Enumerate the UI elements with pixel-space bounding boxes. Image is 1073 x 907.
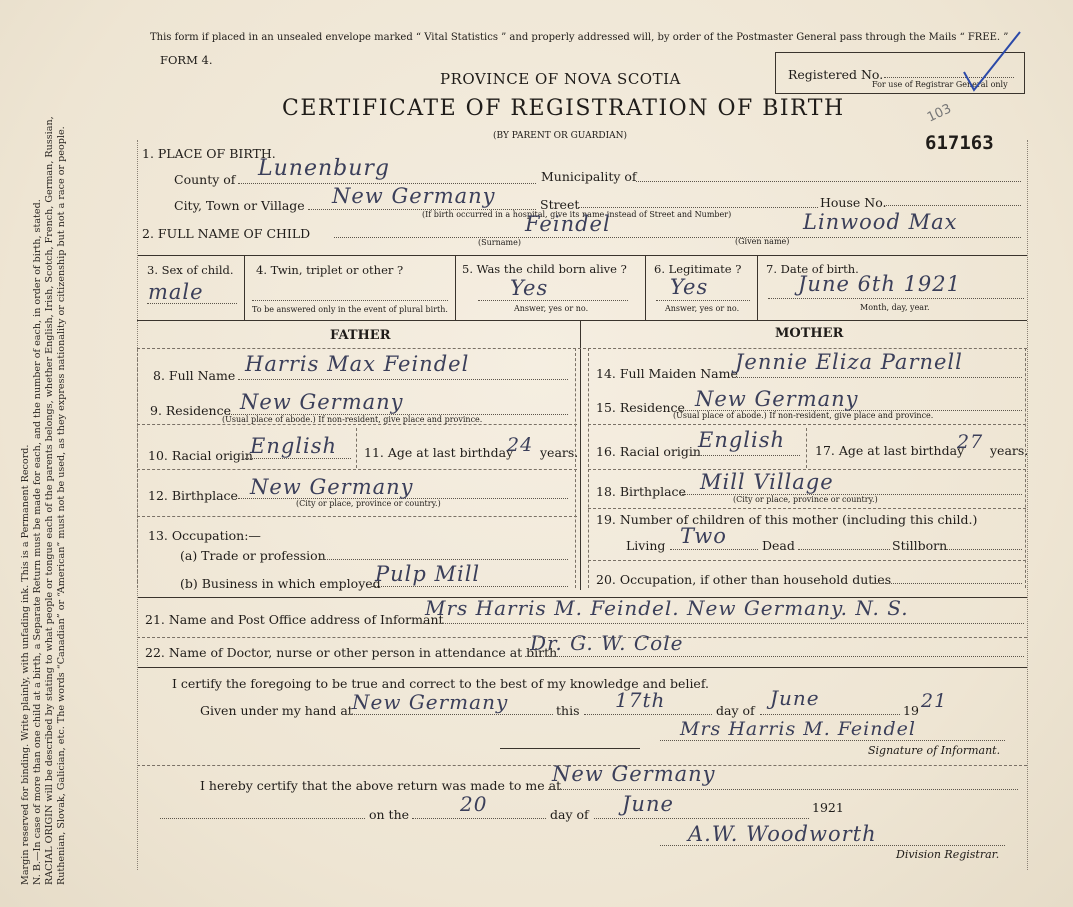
father-age-label: 11. Age at last birthday: [364, 445, 514, 460]
reg-year-value: 1921: [812, 800, 844, 815]
row3-divider-3: [645, 255, 646, 320]
legitimate-line: [656, 300, 750, 301]
doctor-label: 22. Name of Doctor, nurse or other person in attendance at birth: [145, 645, 558, 660]
father-dash-3: [137, 516, 577, 517]
day-of-label: day of: [716, 703, 755, 718]
certificate-title: CERTIFICATE OF REGISTRATION OF BIRTH: [282, 96, 845, 121]
hospital-note: (If birth occurred in a hospital, give its name instead of Street and Number): [422, 210, 732, 219]
mother-residence-label: 15. Residence: [596, 400, 685, 415]
mother-residence-note: (Usual place of abode.) If non-resident, give place and province.: [673, 411, 934, 420]
reg-month-value: June: [622, 792, 674, 816]
form-number: FORM 4.: [160, 53, 213, 67]
registered-label: Registered No.: [788, 67, 884, 82]
municipality-line: [636, 181, 1021, 182]
on-the-lead-line: [160, 818, 365, 819]
mother-birthplace-value: Mill Village: [700, 470, 834, 494]
side-note-3: RACIAL ORIGIN will be described by stating to what people or tongue each of the parents belongs, whether English, Irish, Scotch, French, German, Russian,: [44, 116, 55, 885]
parents-center-divider: [580, 320, 581, 590]
row3-divider-1: [244, 255, 245, 320]
legitimate-value: Yes: [670, 275, 709, 299]
father-age-divider: [356, 428, 357, 468]
mother-dash-4: [588, 560, 1026, 561]
date-value: June 6th 1921: [798, 272, 962, 296]
mother-occupation-label: 20. Occupation, if other than household duties: [596, 572, 892, 587]
father-name-line: [238, 379, 568, 380]
house-line: [884, 205, 1021, 206]
registrar-signature-line: [660, 845, 1005, 846]
signature-informant-label: Signature of Informant.: [868, 744, 1001, 757]
month-line: [760, 714, 900, 715]
serial-number: 617163: [925, 132, 994, 154]
registrar-place-line: [548, 789, 1018, 790]
mother-stillborn-line: [946, 549, 1022, 550]
father-age-value: 24: [507, 434, 534, 456]
mother-racial-line: [692, 455, 800, 456]
side-notes: [20, 25, 68, 885]
side-note-4: Ruthenian, Slovak, Galician, etc. The words “Canadian” or “American” must not be used, as they express nationality or citizenship but not a race or people.: [56, 126, 67, 885]
sex-value: male: [148, 280, 204, 304]
child-name-line: [334, 237, 1021, 238]
mother-birthplace-label: 18. Birthplace: [596, 484, 686, 499]
child-given-name: Linwood Max: [803, 210, 958, 234]
row3-top-rule: [137, 255, 1027, 256]
father-name-label: 8. Full Name: [153, 368, 236, 383]
informant-signature-line: [660, 740, 1005, 741]
month-value: June: [770, 686, 820, 710]
row3-divider-4: [757, 255, 758, 320]
city-label: City, Town or Village: [174, 198, 305, 213]
father-dash-2: [137, 469, 577, 470]
county-value: Lunenburg: [258, 156, 390, 181]
father-name-value: Harris Max Feindel: [245, 352, 470, 376]
mother-racial-value: English: [698, 428, 786, 452]
reg-month-line: [594, 818, 809, 819]
mother-living-label: Living: [626, 538, 666, 553]
mother-stillborn-label: Stillborn: [892, 538, 948, 553]
mother-residence-value: New Germany: [695, 387, 859, 411]
province-heading: PROVINCE OF NOVA SCOTIA: [440, 70, 681, 88]
parents-inner-dash-1: [575, 348, 576, 588]
registrar-place-value: New Germany: [552, 762, 716, 786]
reg-day-of-label: day of: [550, 807, 589, 822]
parents-inner-dash-2: [588, 348, 589, 588]
father-racial-value: English: [250, 434, 338, 458]
father-trade-label: (a) Trade or profession: [180, 548, 326, 563]
place-of-birth-label: 1. PLACE OF BIRTH.: [142, 146, 276, 161]
parents-head-dash: [137, 348, 1027, 349]
father-birthplace-value: New Germany: [250, 475, 414, 499]
father-birthplace-label: 12. Birthplace: [148, 488, 238, 503]
father-residence-label: 9. Residence: [150, 403, 231, 418]
doctor-value: Dr. G. W. Cole: [530, 631, 684, 655]
row3-divider-2: [455, 255, 456, 320]
street-line: [578, 207, 818, 208]
informant-label: 21. Name and Post Office address of Informant: [145, 612, 444, 627]
father-business-value: Pulp Mill: [375, 562, 481, 586]
signature-rule: [500, 748, 640, 749]
given-under-label: Given under my hand at: [200, 703, 353, 718]
mother-age-divider: [806, 428, 807, 468]
twin-note: To be answered only in the event of plural birth.: [252, 305, 448, 314]
father-residence-value: New Germany: [240, 390, 404, 414]
mother-dead-line: [798, 549, 890, 550]
certificate-subtitle: (BY PARENT OR GUARDIAN): [493, 131, 628, 141]
side-note-2: N. B.—In case of more than one child at a birth, a Separate Return must be made for each, and the number of each, in order of birth, stated.: [32, 199, 43, 885]
alive-value: Yes: [510, 276, 549, 300]
municipality-label: Municipality of: [541, 169, 637, 184]
mother-dead-label: Dead: [762, 538, 795, 553]
mother-name-line: [732, 377, 1022, 378]
father-birthplace-note: (City or place, province or country.): [296, 499, 441, 508]
father-occupation-label: 13. Occupation:—: [148, 528, 261, 543]
blue-check-mark: [960, 28, 1024, 94]
this-label: this: [556, 703, 580, 718]
surname-caption: (Surname): [478, 238, 521, 247]
mother-years-label: years.: [990, 443, 1029, 458]
day-value: 17th: [615, 688, 666, 712]
informant-line: [420, 623, 1024, 624]
row3-bottom-rule: [137, 320, 1027, 321]
mother-birthplace-note: (City or place, province or country.): [733, 495, 878, 504]
given-place-value: New Germany: [352, 690, 509, 714]
registrar-signature: A.W. Woodworth: [688, 822, 877, 846]
father-years-label: years.: [540, 445, 579, 460]
mother-heading: MOTHER: [775, 326, 844, 341]
mother-dash-3: [588, 508, 1026, 509]
date-note: Month, day, year.: [860, 303, 930, 312]
given-caption: (Given name): [735, 237, 790, 246]
informant-value: Mrs Harris M. Feindel. New Germany. N. S.: [425, 596, 909, 620]
day-line: [584, 714, 712, 715]
mother-name-value: Jennie Eliza Parnell: [735, 350, 963, 374]
mother-dash-1: [588, 424, 1026, 425]
alive-line: [478, 300, 628, 301]
twin-line: [252, 300, 448, 301]
doctor-line: [525, 656, 1024, 657]
twin-label: 4. Twin, triplet or other ?: [256, 263, 404, 277]
reg-day-line: [412, 818, 546, 819]
father-racial-label: 10. Racial origin: [148, 448, 253, 463]
child-surname: Feindel: [525, 212, 611, 236]
parents-right-dash: [1025, 348, 1026, 588]
registered-note: For use of Registrar General only: [872, 80, 1008, 89]
county-label: County of: [174, 172, 236, 187]
year-prefix: 19: [903, 703, 919, 718]
legitimate-label: 6. Legitimate ?: [654, 262, 742, 276]
mother-racial-label: 16. Racial origin: [596, 444, 701, 459]
father-business-label: (b) Business in which employed: [180, 576, 381, 591]
given-place-line: [348, 714, 553, 715]
postage-notice: This form if placed in an unsealed envelope marked “ Vital Statistics ” and properly addressed will, by order of the Postmaster General pass through the Mails “ FREE. ”: [150, 32, 1009, 43]
mother-occupation-line: [872, 583, 1022, 584]
side-note-1: Margin reserved for binding. Write plainly, with unfading ink. This is a Permanent Record.: [20, 444, 31, 885]
alive-label: 5. Was the child born alive ?: [462, 262, 627, 276]
city-value: New Germany: [332, 184, 496, 208]
informant-signature: Mrs Harris M. Feindel: [680, 718, 916, 740]
alive-note: Answer, yes or no.: [514, 304, 589, 313]
street-label: Street: [540, 197, 580, 212]
house-label: House No.: [820, 195, 887, 210]
year-value: 21: [921, 690, 948, 712]
mother-name-label: 14. Full Maiden Name: [596, 366, 738, 381]
date-label: 7. Date of birth.: [766, 262, 859, 276]
legitimate-note: Answer, yes or no.: [665, 304, 740, 313]
father-dash-1: [137, 424, 577, 425]
father-racial-line: [245, 458, 351, 459]
outer-right-dots: [1027, 140, 1028, 870]
sex-label: 3. Sex of child.: [147, 263, 234, 277]
doctor-bottom-rule: [137, 667, 1027, 668]
outer-left-dots: [137, 140, 138, 870]
reg-day-value: 20: [460, 792, 488, 816]
on-the-label: on the: [369, 807, 410, 822]
mother-age-value: 27: [957, 431, 984, 453]
father-heading: FATHER: [330, 328, 391, 343]
father-residence-note: (Usual place of abode.) If non-resident, give place and province.: [222, 415, 483, 424]
mother-living-value: Two: [680, 524, 727, 548]
registrar-text: I hereby certify that the above return was made to me at: [200, 778, 562, 793]
father-trade-line: [320, 559, 568, 560]
father-business-line: [372, 586, 568, 587]
child-name-label: 2. FULL NAME OF CHILD: [142, 226, 311, 241]
mother-living-line: [670, 549, 758, 550]
mother-age-label: 17. Age at last birthday: [815, 443, 965, 458]
certify-text: I certify the foregoing to be true and correct to the best of my knowledge and belief.: [172, 676, 709, 691]
division-registrar-label: Division Registrar.: [896, 848, 1000, 861]
date-line: [768, 298, 1024, 299]
serial-small-stamp: 103: [924, 101, 954, 126]
mother-children-label: 19. Number of children of this mother (including this child.): [596, 512, 978, 527]
